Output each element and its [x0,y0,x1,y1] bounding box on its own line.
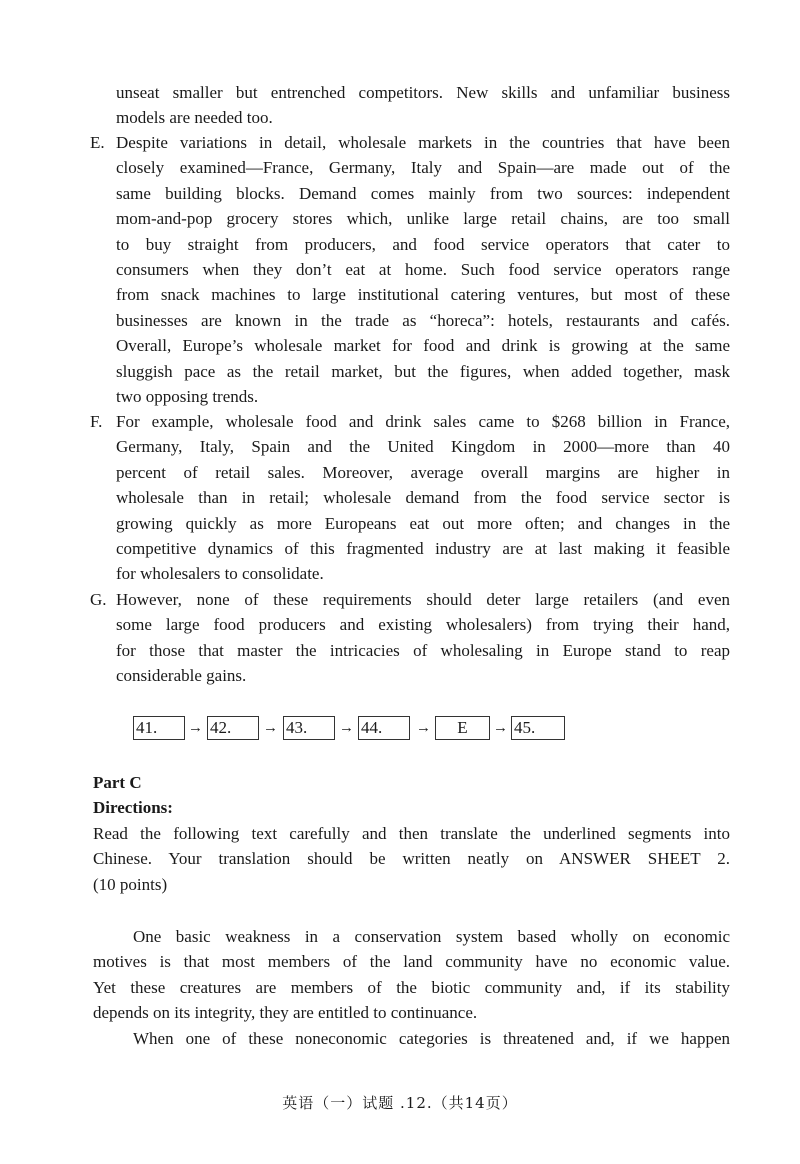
item-line: to buy straight from producers, and food service operators that cater to [116,234,730,254]
item-line: growing quickly as more Europeans eat out more often; and changes in the [116,513,730,533]
item-line: wholesale than in retail; wholesale demand from the food service sector is [116,488,730,508]
item-line: Despite variations in detail, wholesale markets in the countries that have been [116,133,730,152]
directions-line: (10 points) [93,874,168,894]
box-label: 45. [514,718,536,737]
continuation-line: unseat smaller but entrenched competitors. New skills and unfamiliar business [116,83,730,102]
box-label: 42. [210,718,232,737]
item-body [116,587,730,689]
item-line: for those that master the intricacies of wholesaling in Europe stand to reap [116,640,730,660]
item-g [90,587,730,692]
answer-box-44[interactable] [358,716,410,740]
item-line: Germany, Italy, Spain and the United Kingdom in 2000—more than 40 [116,437,730,457]
item-line: percent of retail sales. Moreover, average overall margins are higher in [116,462,730,482]
item-f [90,409,730,589]
item-line: two opposing trends. [116,386,259,406]
answer-box-e [435,716,490,740]
answer-box-41[interactable] [133,716,185,740]
item-line: closely examined—France, Germany, Italy and Spain—are made out of the [116,158,730,178]
continuation-line: models are needed too. [116,108,273,128]
arrow-icon: → [493,720,508,736]
box-label: 43. [286,718,308,737]
item-line: businesses are known in the trade as “horeca”: hotels, restaurants and cafés. [116,310,730,330]
item-line: However, none of these requirements should deter large retailers (and even [116,590,730,609]
answer-box-43[interactable] [283,716,335,740]
arrow-icon: → [339,720,354,736]
item-line: for wholesalers to consolidate. [116,564,324,584]
page-footer: 英语（一）试题 .12.（共14页） [282,1094,518,1112]
passage-line: motives is that most members of the land community have no economic value. [93,952,730,972]
box-label: 44. [361,718,383,737]
item-e [90,130,730,410]
answer-box-45[interactable] [511,716,565,740]
item-line: considerable gains. [116,666,247,686]
item-line: some large food producers and existing wholesalers) from trying their hand, [116,615,730,635]
item-line: consumers when they don’t eat at home. Such food service operators range [116,259,730,279]
passage-line: Yet these creatures are members of the biotic community and, if its stability [93,977,730,997]
arrow-icon: → [416,720,431,736]
arrow-icon: → [188,720,203,736]
part-c-title: Part C [93,773,142,792]
passage-line: One basic weakness in a conservation system based wholly on economic [133,927,730,946]
passage [93,924,730,1051]
item-line: Overall, Europe’s wholesale market for food and drink is growing at the same [116,336,730,356]
item-label: G. [90,590,107,609]
item-label: F. [90,412,103,431]
directions-text [93,821,730,897]
directions-title: Directions: [93,798,173,817]
item-line: sluggish pace as the retail market, but the figures, when added together, mask [116,361,730,381]
directions-line: Read the following text carefully and then translate the underlined segments into [93,824,730,843]
arrow-icon: → [263,720,278,736]
item-line: from snack machines to large institutional catering ventures, but most of these [116,285,730,305]
directions-line: Chinese. Your translation should be written neatly on ANSWER SHEET 2. [93,849,730,869]
box-label: E [457,718,468,737]
box-label: 41. [136,718,158,737]
item-body [116,409,730,587]
item-label: E. [90,133,105,152]
ordering-flow [133,716,573,740]
item-body [116,130,730,409]
item-line: competitive dynamics of this fragmented industry are at last making it feasible [116,538,730,558]
continuation-paragraph [116,80,730,131]
item-line: same building blocks. Demand comes mainly from two sources: independent [116,183,730,203]
item-line: For example, wholesale food and drink sales came to $268 billion in France, [116,412,730,431]
passage-line: depends on its integrity, they are entitled to continuance. [93,1003,478,1023]
passage-line: When one of these noneconomic categories is threatened and, if we happen [133,1028,730,1048]
item-line: mom-and-pop grocery stores which, unlike large retail chains, are too small [116,209,730,229]
answer-box-42[interactable] [207,716,259,740]
